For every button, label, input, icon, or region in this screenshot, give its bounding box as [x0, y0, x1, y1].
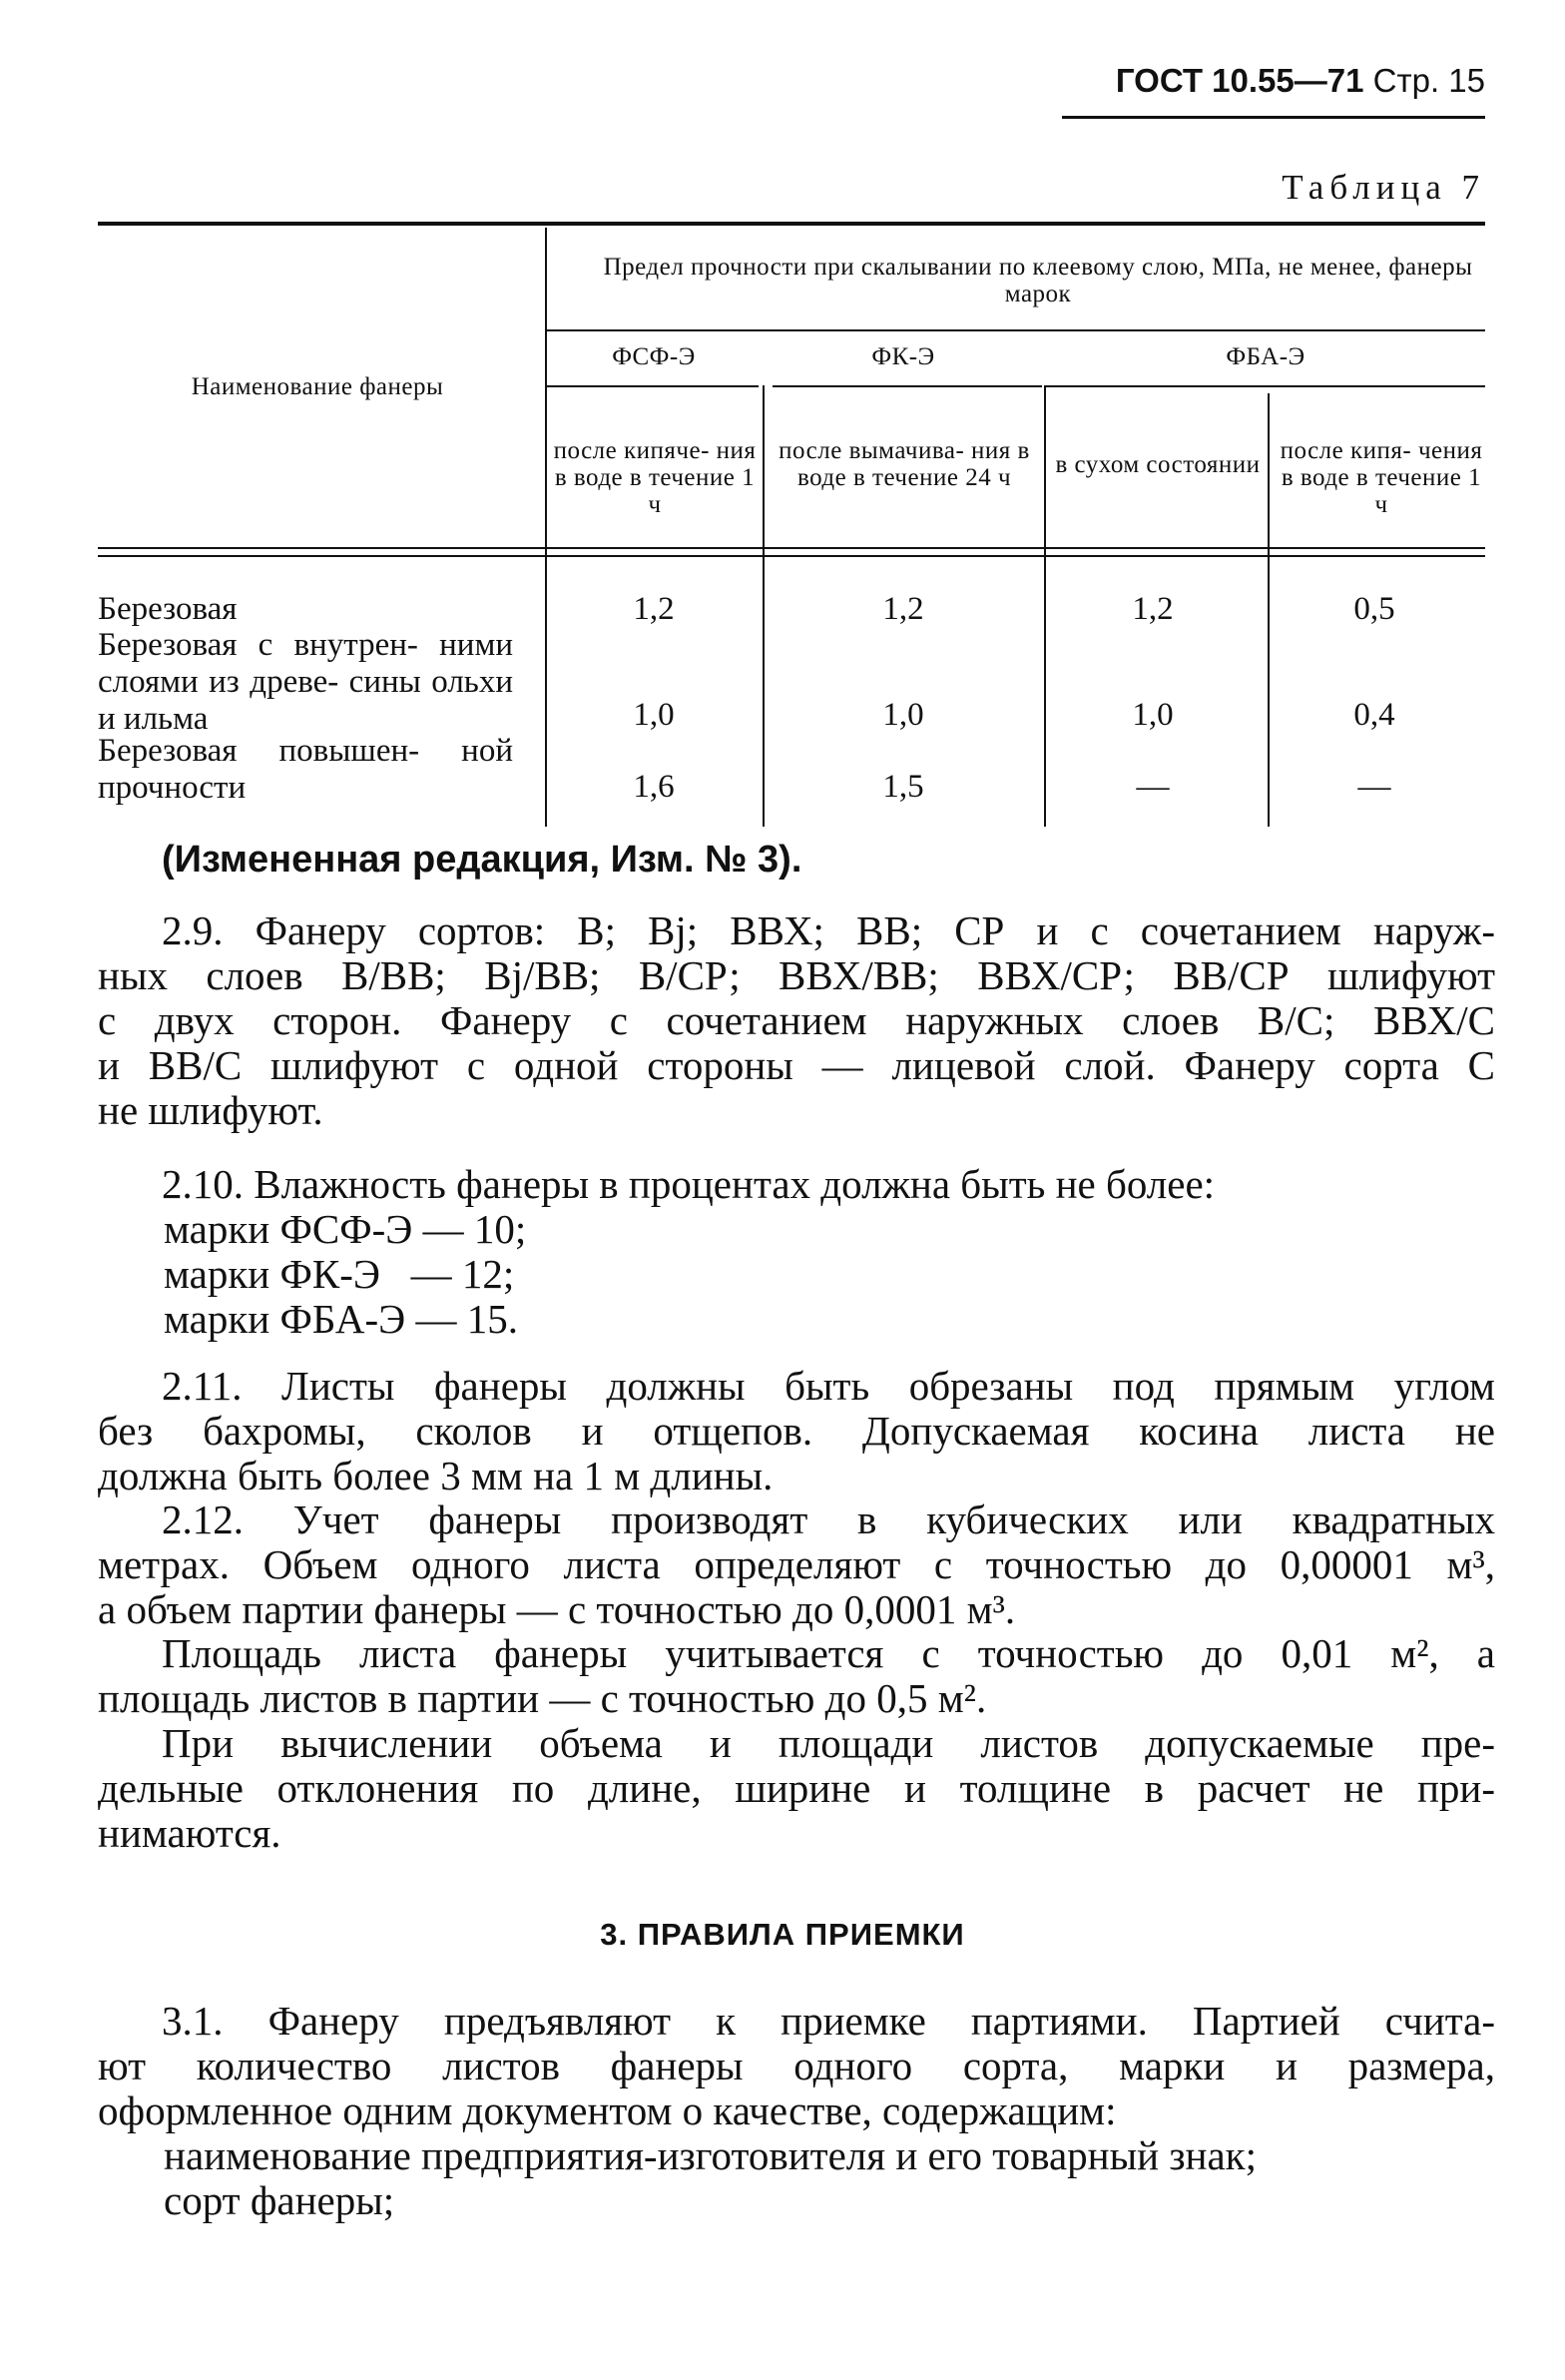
clause-2-11-line: без бахромы, сколов и отщепов. Допускаемая косина листа не	[98, 1408, 1495, 1454]
page-number: Стр. 15	[1372, 62, 1485, 99]
standard-number: ГОСТ 10.55—71	[1115, 62, 1364, 99]
val-r2-c3: 1,0	[1132, 697, 1174, 733]
clause-2-10	[98, 1162, 1495, 1342]
val-r1-c1: 1,2	[633, 591, 675, 627]
brand-rule-3	[1044, 385, 1485, 387]
val-r1-c2: 1,2	[882, 591, 924, 627]
header-bottom-rule-a	[98, 547, 1485, 549]
col-rule-3	[1044, 385, 1046, 827]
paragraph-calc	[98, 1721, 1495, 1856]
paragraph-area-line: площадь листов в партии — с точностью до 0,5 м².	[98, 1675, 987, 1721]
paragraph-area	[98, 1631, 1495, 1721]
clause-2-9-line: 2.9. Фанеру сортов: В; Вj; ВВХ; ВВ; СР и с сочетанием наруж-	[162, 907, 1495, 953]
clause-2-12-line: метрах. Объем одного листа определяют с точностью до 0,00001 м³,	[98, 1541, 1495, 1587]
paragraph-calc-line: При вычислении объема и площади листов допускаемые пре-	[162, 1720, 1495, 1766]
clause-2-11	[98, 1364, 1495, 1498]
clause-2-10-line: марки ФБА-Э — 15.	[164, 1296, 518, 1342]
clause-2-11-line: должна быть более 3 мм на 1 м длины.	[98, 1453, 774, 1498]
clause-2-12	[98, 1497, 1495, 1632]
clause-2-9-line: ных слоев В/ВВ; Вj/ВВ; В/СР; ВВХ/ВВ; ВВХ/СР; ВВ/СР шлифуют	[98, 952, 1495, 998]
cond-3: в сухом состоянии	[1055, 451, 1261, 478]
clause-3-1-line: наименование предприятия-изготовителя и его товарный знак;	[164, 2132, 1257, 2178]
clause-2-10-line: марки ФК-Э — 12;	[164, 1251, 515, 1297]
header-name-cell: Наименование фанеры	[191, 373, 444, 400]
val-r3-c2: 1,5	[882, 769, 924, 805]
paragraph-calc-line: дельные отклонения по длине, ширине и толщине в расчет не при-	[98, 1765, 1495, 1811]
col-rule-2	[763, 385, 765, 827]
row-name-birch-alder: Березовая с внутрен- ними слоями из древе- сины ольхи и ильма	[98, 627, 513, 737]
cond-2: после вымачива- ния в воде в течение 24 ч	[779, 437, 1030, 491]
row-name-birch-strong: Березовая повышен- ной прочности	[98, 733, 513, 806]
clause-3-1-line: ют количество листов фанеры одного сорта, марки и размера,	[98, 2043, 1495, 2088]
clause-2-11-line: 2.11. Листы фанеры должны быть обрезаны под прямым углом	[162, 1363, 1495, 1409]
col-rule-4	[1268, 393, 1270, 827]
val-r1-c4: 0,5	[1353, 591, 1395, 627]
header-group-cell: Предел прочности при скалывании по клеевому слою, МПа, не менее, фанеры марок	[603, 254, 1473, 307]
brand-rule-2	[773, 385, 1042, 387]
clause-2-9-line: и ВВ/С шлифуют с одной стороны — лицевой слой. Фанеру сорта С	[98, 1042, 1495, 1088]
brand-fsf: ФСФ-Э	[612, 343, 696, 370]
clause-3-1-line: сорт фанеры;	[164, 2177, 395, 2223]
col-rule-1	[545, 228, 547, 827]
table-top-rule	[98, 222, 1485, 226]
clause-3-1-line: оформленное одним документом о качестве, содержащим:	[98, 2087, 1117, 2133]
clause-2-12-line: а объем партии фанеры — с точностью до 0,0001 м³.	[98, 1586, 1016, 1632]
brand-fba: ФБА-Э	[1226, 343, 1305, 370]
val-r2-c4: 0,4	[1353, 697, 1395, 733]
group-header-rule	[545, 329, 1485, 331]
section-title: 3. ПРАВИЛА ПРИЕМКИ	[600, 1917, 965, 1952]
clause-2-10-line: марки ФСФ-Э — 10;	[164, 1206, 527, 1252]
row-name-birch: Березовая	[98, 591, 238, 627]
amendment-note: (Измененная редакция, Изм. № 3).	[162, 839, 802, 881]
clause-2-9-line: с двух сторон. Фанеру с сочетанием наружных слоев В/С; ВВХ/С	[98, 997, 1495, 1043]
val-r3-c1: 1,6	[633, 769, 675, 805]
val-r1-c3: 1,2	[1132, 591, 1174, 627]
clause-3-1-line: 3.1. Фанеру предъявляют к приемке партиями. Партией счита-	[162, 1998, 1495, 2044]
table-caption: Таблица 7	[1282, 168, 1485, 207]
clause-3-1	[98, 1999, 1495, 2223]
val-r3-c4: —	[1357, 769, 1391, 805]
brand-fk: ФК-Э	[871, 343, 935, 370]
val-r3-c3: —	[1136, 769, 1170, 805]
brand-rule-1	[545, 385, 759, 387]
paragraph-calc-line: нимаются.	[98, 1810, 281, 1856]
table-7	[0, 0, 1565, 829]
cond-4: после кипя- чения в воде в течение 1 ч	[1280, 437, 1483, 518]
val-r2-c1: 1,0	[633, 697, 675, 733]
header-bottom-rule-b	[98, 555, 1485, 557]
clause-2-10-line: 2.10. Влажность фанеры в процентах должна быть не более:	[162, 1161, 1216, 1207]
val-r2-c2: 1,0	[882, 697, 924, 733]
paragraph-area-line: Площадь листа фанеры учитывается с точностью до 0,01 м², а	[162, 1630, 1495, 1676]
clause-2-9	[98, 908, 1495, 1133]
clause-2-9-line: не шлифуют.	[98, 1087, 323, 1133]
clause-2-12-line: 2.12. Учет фанеры производят в кубических или квадратных	[162, 1496, 1495, 1542]
cond-1: после кипяче- ния в воде в течение 1 ч	[553, 437, 757, 518]
